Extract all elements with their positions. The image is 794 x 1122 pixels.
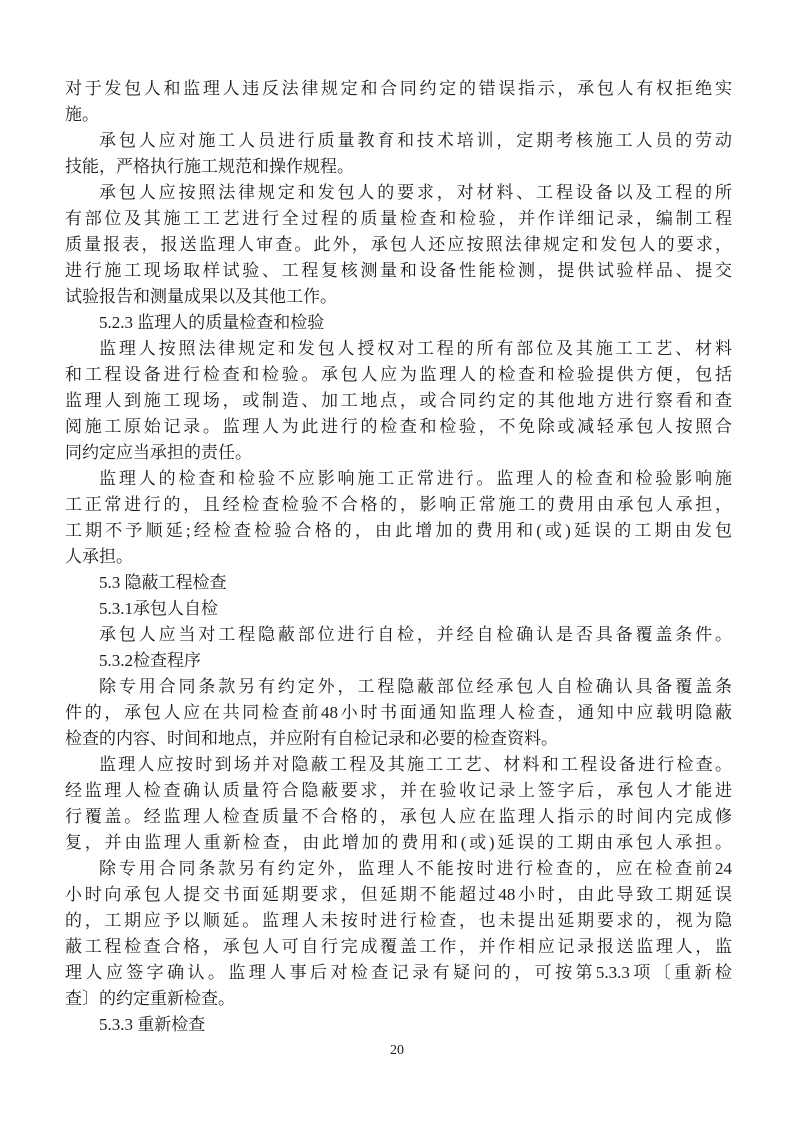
text-line: 监理人到施工现场，或制造、加工地点，或合同约定的其他地方进行察看和查 <box>65 391 732 410</box>
text-line: 进行施工现场取样试验、工程复核测量和设备性能检测，提供试验样品、提交 <box>65 261 732 280</box>
heading-5-3-2: 5.3.2检查程序 <box>99 651 201 670</box>
text-line: 同约定应当承担的责任。 <box>65 443 252 462</box>
text-line: 小时向承包人提交书面延期要求，但延期不能超过48小时，由此导致工期延误 <box>65 885 732 904</box>
text-line: 工期不予顺延;经检查检验合格的，由此增加的费用和(或)延误的工期由发包 <box>65 521 732 540</box>
text-line: 经监理人检查确认质量符合隐蔽要求，并在验收记录上签字后，承包人才能进 <box>65 781 732 800</box>
text-line: 监理人按照法律规定和发包人授权对工程的所有部位及其施工工艺、材料 <box>99 339 732 358</box>
page-number: 20 <box>390 1043 404 1058</box>
text-line: 除专用合同条款另有约定外，监理人不能按时进行检查的，应在检查前24 <box>99 859 732 878</box>
text-line: 工正常进行的，且经检查检验不合格的，影响正常施工的费用由承包人承担， <box>65 495 732 514</box>
text-line: 件的，承包人应在共同检查前48小时书面通知监理人检查，通知中应载明隐蔽 <box>65 703 732 722</box>
text-line: 阅施工原始记录。监理人为此进行的检查和检验，不免除或减轻承包人按照合 <box>65 417 732 436</box>
text-line: 监理人的检查和检验不应影响施工正常进行。监理人的检查和检验影响施 <box>99 469 732 488</box>
text-line: 理人应签字确认。监理人事后对检查记录有疑问的，可按第5.3.3项〔重新检 <box>65 963 732 982</box>
text-line: 和工程设备进行检查和检验。承包人应为监理人的检查和检验提供方便，包括 <box>65 365 732 384</box>
text-line: 施。 <box>65 105 99 124</box>
heading-5-2-3: 5.2.3 监理人的质量检查和检验 <box>99 313 325 332</box>
text-line: 复，并由监理人重新检查，由此增加的费用和(或)延误的工期由承包人承担。 <box>65 833 732 852</box>
text-line: 监理人应按时到场并对隐蔽工程及其施工工艺、材料和工程设备进行检查。 <box>99 755 732 774</box>
text-line: 对于发包人和监理人违反法律规定和合同约定的错误指示，承包人有权拒绝实 <box>65 79 732 98</box>
heading-5-3: 5.3 隐蔽工程检查 <box>99 573 227 592</box>
text-line: 质量报表，报送监理人审查。此外，承包人还应按照法律规定和发包人的要求， <box>65 235 732 254</box>
text-line: 的，工期应予以顺延。监理人未按时进行检查，也未提出延期要求的，视为隐 <box>65 911 732 930</box>
text-line: 技能，严格执行施工规范和操作规程。 <box>65 157 354 176</box>
text-line: 蔽工程检查合格，承包人可自行完成覆盖工作，并作相应记录报送监理人，监 <box>65 937 732 956</box>
text-line: 检查的内容、时间和地点，并应附有自检记录和必要的检查资料。 <box>65 729 558 748</box>
page-content <box>65 76 732 1038</box>
text-line: 试验报告和测量成果以及其他工作。 <box>65 287 337 306</box>
text-line: 有部位及其施工工艺进行全过程的质量检查和检验，并作详细记录，编制工程 <box>65 209 732 228</box>
text-line: 行覆盖。经监理人检查质量不合格的，承包人应在监理人指示的时间内完成修 <box>65 807 732 826</box>
text-line: 人承担。 <box>65 547 133 566</box>
text-line: 承包人应当对工程隐蔽部位进行自检，并经自检确认是否具备覆盖条件。 <box>99 625 732 644</box>
text-line: 查〕的约定重新检查。 <box>65 989 235 1008</box>
heading-5-3-1: 5.3.1承包人自检 <box>99 599 218 618</box>
text-line: 除专用合同条款另有约定外，工程隐蔽部位经承包人自检确认具备覆盖条 <box>99 677 732 696</box>
text-line: 承包人应对施工人员进行质量教育和技术培训，定期考核施工人员的劳动 <box>99 131 732 150</box>
heading-5-3-3: 5.3.3 重新检查 <box>99 1015 206 1034</box>
text-line: 承包人应按照法律规定和发包人的要求，对材料、工程设备以及工程的所 <box>99 183 732 202</box>
